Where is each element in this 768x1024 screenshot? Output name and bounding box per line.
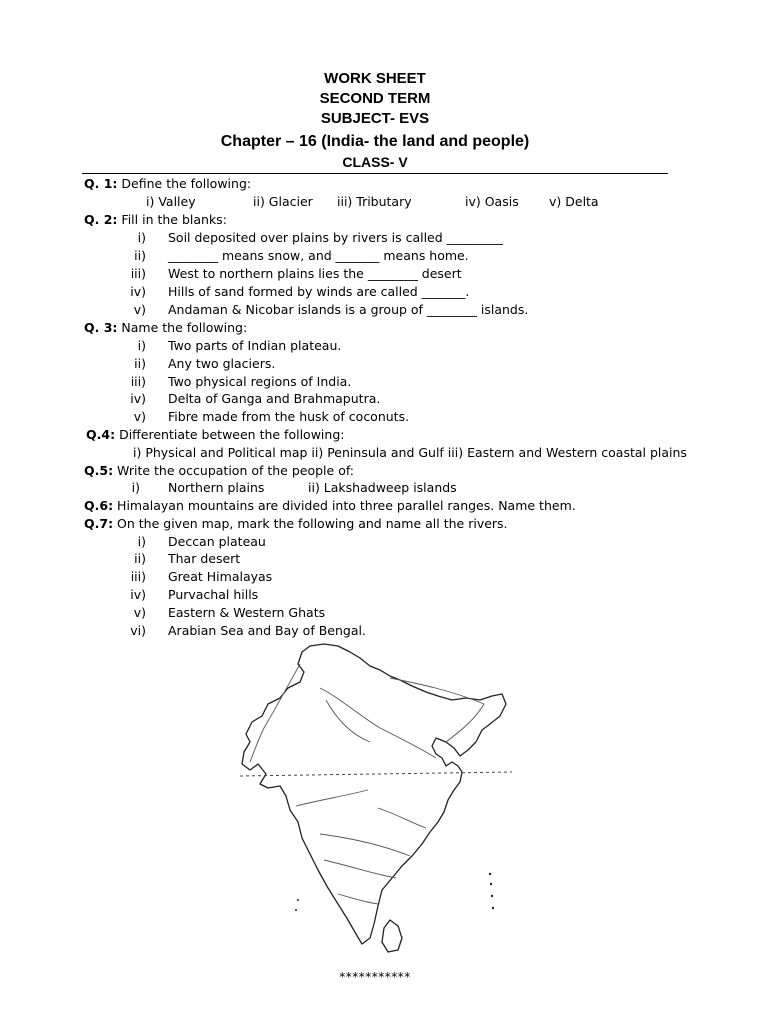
question-number: Q. 2: (84, 212, 118, 227)
item-number: iv) (130, 587, 146, 602)
q2-item: Hills of sand formed by winds are called _______. (168, 284, 470, 299)
question-6 (84, 498, 576, 513)
question-number: Q.4: (86, 427, 116, 442)
header-divider (82, 173, 668, 174)
river-ganga (320, 688, 436, 758)
item-number: v) (133, 605, 146, 620)
q7-item: Arabian Sea and Bay of Bengal. (168, 623, 366, 638)
island-dot (491, 895, 493, 897)
q2-item: Soil deposited over plains by rivers is called _________ (168, 230, 503, 245)
river-kaveri (338, 894, 378, 904)
question-text: Name the following: (121, 320, 248, 335)
question-3 (84, 320, 247, 335)
question-text: Write the occupation of the people of: (113, 463, 355, 478)
q7-item: Thar desert (168, 551, 241, 566)
question-text: Define the following: (121, 176, 252, 191)
river-narmada (296, 790, 368, 806)
river-brahmaputra (390, 678, 484, 742)
item-number: i) (131, 480, 140, 495)
q1-item: i) Valley (146, 194, 196, 209)
sri-lanka-outline (382, 920, 402, 952)
question-4 (86, 427, 344, 442)
question-text: Differentiate between the following: (119, 427, 345, 442)
chapter-title: Chapter – 16 (India- the land and people) (220, 133, 530, 150)
river-godavari (320, 834, 410, 856)
q1-item: iii) Tributary (337, 194, 412, 209)
question-7 (84, 516, 508, 531)
item-number: ii) (134, 248, 146, 263)
q1-item: iv) Oasis (465, 194, 519, 209)
question-2 (84, 212, 227, 227)
q1-item: ii) Glacier (253, 194, 313, 209)
q5-item: ii) Lakshadweep islands (308, 480, 457, 495)
question-1 (84, 176, 251, 191)
term-title: SECOND TERM (319, 90, 431, 107)
item-number: iii) (130, 266, 146, 281)
question-number: Q.5: (84, 463, 114, 478)
question-text: On the given map, mark the following and name all the rivers. (113, 516, 508, 531)
river-indus (250, 664, 300, 762)
item-number: vi) (130, 623, 146, 638)
q3-item: Fibre made from the husk of coconuts. (168, 409, 410, 424)
q5-item: Northern plains (168, 480, 265, 495)
item-number: iv) (130, 391, 146, 406)
q4-items: i) Physical and Political map ii) Peninsula and Gulf iii) Eastern and Western coastal plains (133, 445, 687, 460)
river-mahanadi (378, 808, 426, 828)
island-dot (489, 873, 491, 875)
footer-stars: *********** (339, 970, 411, 984)
tropic-of-cancer-line (240, 772, 512, 776)
q3-item: Two physical regions of India. (168, 374, 352, 389)
q3-item: Two parts of Indian plateau. (168, 338, 342, 353)
item-number: i) (137, 230, 146, 245)
item-number: v) (133, 409, 146, 424)
question-text: Himalayan mountains are divided into three parallel ranges. Name them. (113, 498, 576, 513)
q3-item: Any two glaciers. (168, 356, 276, 371)
river-krishna (324, 860, 396, 878)
q2-item: ________ means snow, and _______ means home. (168, 248, 469, 263)
item-number: i) (137, 534, 146, 549)
question-number: Q. 1: (84, 176, 118, 191)
india-outline-map (240, 638, 512, 958)
subject-title: SUBJECT- EVS (320, 110, 430, 127)
q3-item: Delta of Ganga and Brahmaputra. (168, 391, 381, 406)
item-number: i) (137, 338, 146, 353)
item-number: iv) (130, 284, 146, 299)
item-number: v) (133, 302, 146, 317)
q7-item: Purvachal hills (168, 587, 259, 602)
island-dot (492, 907, 494, 909)
question-number: Q. 3: (84, 320, 118, 335)
island-dot (297, 899, 299, 901)
q7-item: Deccan plateau (168, 534, 266, 549)
india-mainland-outline (242, 644, 506, 944)
q7-item: Great Himalayas (168, 569, 273, 584)
item-number: ii) (134, 356, 146, 371)
question-number: Q.7: (84, 516, 114, 531)
q2-item: West to northern plains lies the ________ desert (168, 266, 462, 281)
q7-item: Eastern & Western Ghats (168, 605, 326, 620)
item-number: iii) (130, 569, 146, 584)
worksheet-title: WORK SHEET (324, 70, 426, 87)
island-dot (295, 909, 297, 911)
q2-item: Andaman & Nicobar islands is a group of ________ islands. (168, 302, 529, 317)
question-number: Q.6: (84, 498, 114, 513)
item-number: ii) (134, 551, 146, 566)
question-text: Fill in the blanks: (121, 212, 227, 227)
q1-item: v) Delta (549, 194, 599, 209)
question-5 (84, 463, 354, 478)
island-dot (490, 883, 492, 885)
class-title: CLASS- V (342, 154, 408, 170)
item-number: iii) (130, 374, 146, 389)
